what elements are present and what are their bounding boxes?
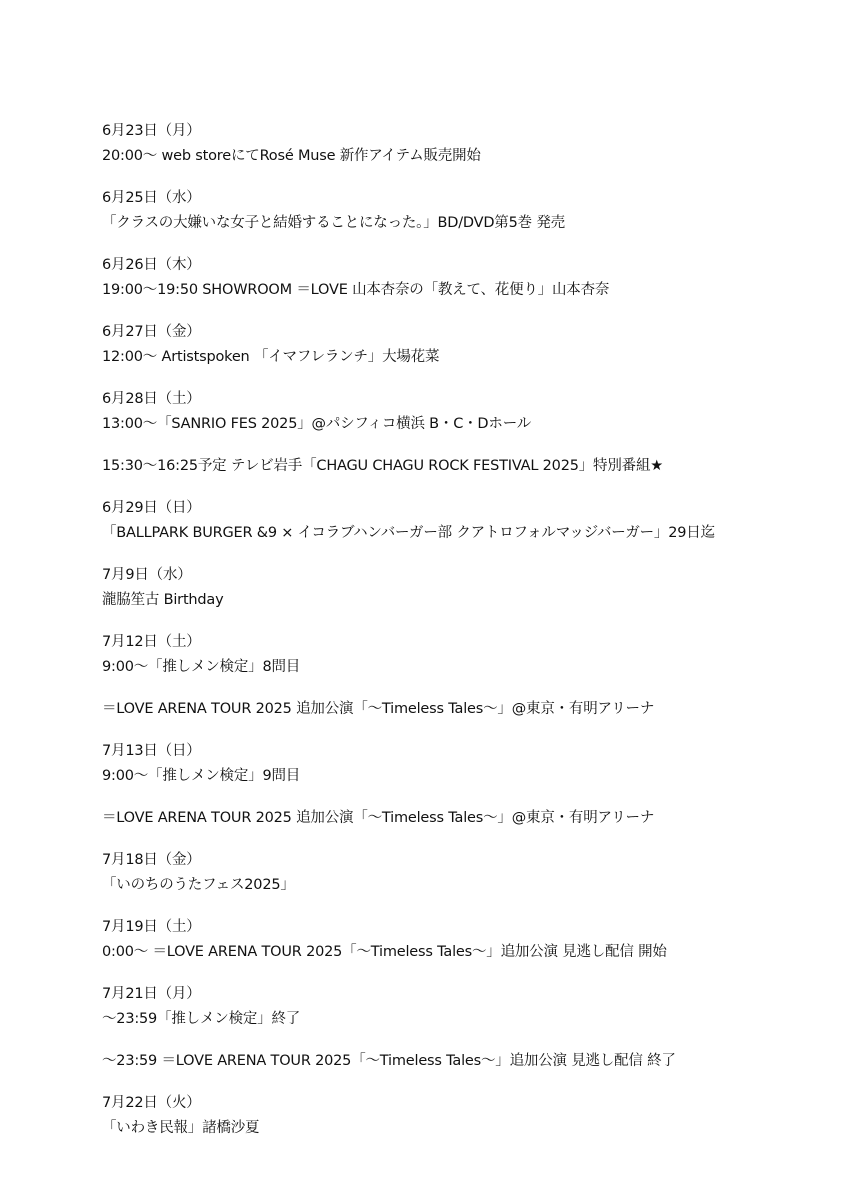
schedule-entry	[102, 119, 822, 169]
entry-item: 13:00～「SANRIO FES 2025」@パシフィコ横浜 B・C・Dホール	[102, 416, 532, 432]
entry-item: ～23:59「推しメン検定」終了	[102, 1011, 301, 1027]
schedule-entry	[102, 186, 822, 236]
entry-item: ～23:59 ＝LOVE ARENA TOUR 2025「～Timeless Tales～」追加公演 見逃し配信 終了	[102, 1053, 676, 1069]
entry-date: 7月9日（水）	[102, 567, 192, 583]
entry-date: 7月22日（火）	[102, 1095, 201, 1111]
entry-date: 7月13日（日）	[102, 743, 201, 759]
schedule-entry	[102, 915, 822, 965]
entry-item: 「いわき民報」諸橋沙夏	[102, 1120, 260, 1136]
schedule-entry	[102, 563, 822, 613]
entry-item: ＝LOVE ARENA TOUR 2025 追加公演「～Timeless Tales～」@東京・有明アリーナ	[102, 810, 655, 826]
schedule-entry	[102, 630, 822, 722]
entry-item: 0:00～ ＝LOVE ARENA TOUR 2025「～Timeless Tales～」追加公演 見逃し配信 開始	[102, 944, 667, 960]
schedule-list	[102, 119, 822, 1141]
entry-date: 6月27日（金）	[102, 324, 201, 340]
entry-item: 9:00～「推しメン検定」9問目	[102, 768, 301, 784]
entry-date: 6月28日（土）	[102, 391, 201, 407]
entry-date: 7月21日（月）	[102, 986, 201, 1002]
entry-date: 7月18日（金）	[102, 852, 201, 868]
schedule-entry	[102, 496, 822, 546]
entry-item: 9:00～「推しメン検定」8問目	[102, 659, 301, 675]
entry-item: 20:00～ web storeにてRosé Muse 新作アイテム販売開始	[102, 148, 481, 164]
entry-date: 7月19日（土）	[102, 919, 201, 935]
schedule-entry	[102, 320, 822, 370]
entry-date: 6月26日（木）	[102, 257, 201, 273]
entry-date: 6月23日（月）	[102, 123, 201, 139]
entry-item: 19:00～19:50 SHOWROOM ＝LOVE 山本杏奈の「教えて、花便り」山本杏奈	[102, 282, 610, 298]
entry-date: 7月12日（土）	[102, 634, 201, 650]
entry-date: 6月25日（水）	[102, 190, 201, 206]
schedule-entry	[102, 1091, 822, 1141]
entry-item: 瀧脇笙古 Birthday	[102, 592, 224, 608]
entry-item: 「いのちのうたフェス2025」	[102, 877, 295, 893]
entry-item: 15:30～16:25予定 テレビ岩手「CHAGU CHAGU ROCK FESTIVAL 2025」特別番組★	[102, 458, 664, 474]
entry-item: 12:00～ Artistspoken 「イマフレランチ」大場花菜	[102, 349, 440, 365]
schedule-entry	[102, 982, 822, 1074]
schedule-entry	[102, 387, 822, 479]
entry-item: 「クラスの大嫌いな女子と結婚することになった。」BD/DVD第5巻 発売	[102, 215, 565, 231]
entry-date: 6月29日（日）	[102, 500, 201, 516]
schedule-entry	[102, 253, 822, 303]
entry-item: 「BALLPARK BURGER &9 × イコラブハンバーガー部 クアトロフォルマッジバーガー」29日迄	[102, 525, 715, 541]
schedule-entry	[102, 848, 822, 898]
schedule-entry	[102, 739, 822, 831]
entry-item: ＝LOVE ARENA TOUR 2025 追加公演「～Timeless Tales～」@東京・有明アリーナ	[102, 701, 655, 717]
